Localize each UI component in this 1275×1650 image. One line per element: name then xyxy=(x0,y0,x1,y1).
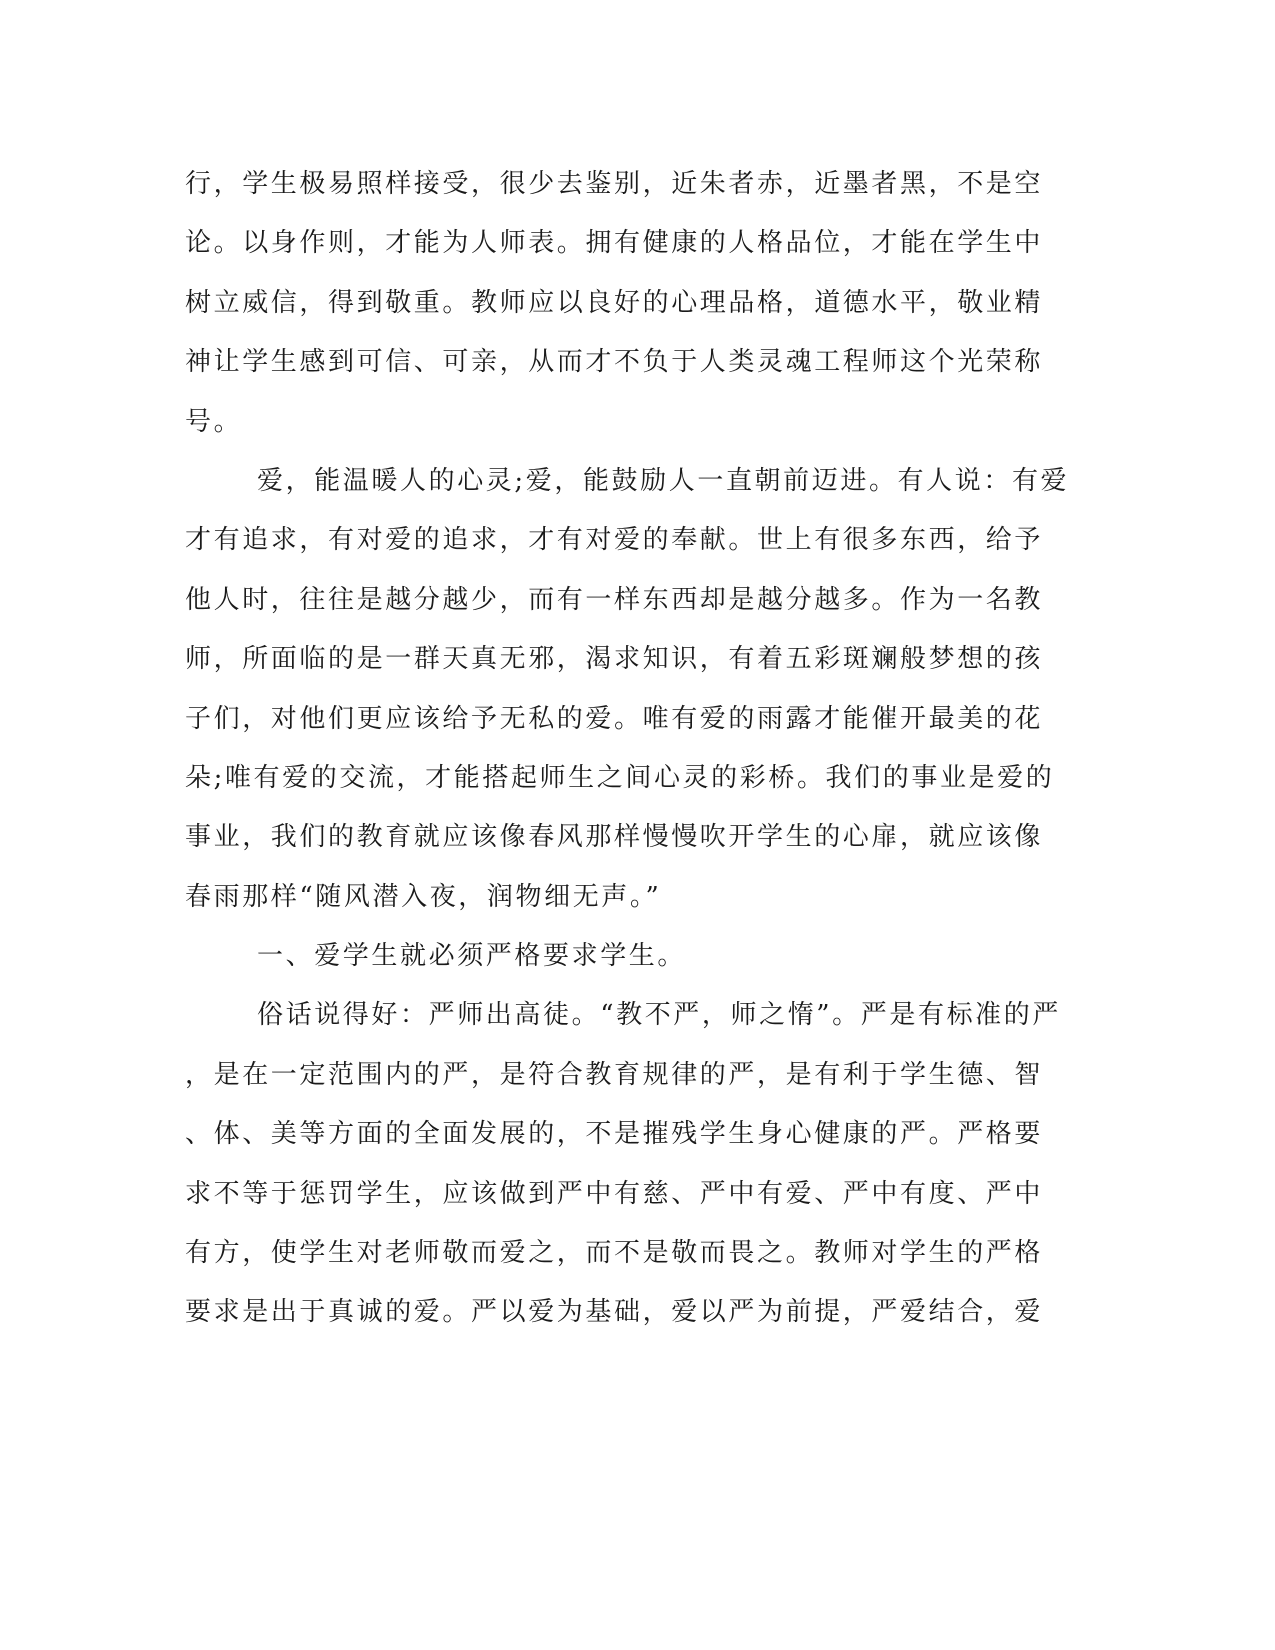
text-line: 号。 xyxy=(185,406,243,437)
paragraph-start-line: 爱，能温暖人的心灵;爱，能鼓励人一直朝前迈进。有人说：有爱 xyxy=(257,465,1070,496)
text-line: 、体、美等方面的全面发展的，不是摧残学生身心健康的严。严格要 xyxy=(185,1119,1044,1150)
text-line: 春雨那样“随风潜入夜，润物细无声。” xyxy=(185,881,662,912)
section-heading: 一、爱学生就必须严格要求学生。 xyxy=(257,941,687,972)
text-line: 才有追求，有对爱的追求，才有对爱的奉献。世上有很多东西，给予 xyxy=(185,525,1044,556)
text-line: 他人时，往往是越分越少，而有一样东西却是越分越多。作为一名教 xyxy=(185,584,1044,615)
text-line: ，是在一定范围内的严，是符合教育规律的严，是有利于学生德、智 xyxy=(185,1059,1044,1090)
text-line: 论。以身作则，才能为人师表。拥有健康的人格品位，才能在学生中 xyxy=(185,228,1044,259)
text-line: 要求是出于真诚的爱。严以爱为基础，爱以严为前提，严爱结合，爱 xyxy=(185,1297,1044,1328)
text-line: 求不等于惩罚学生，应该做到严中有慈、严中有爱、严中有度、严中 xyxy=(185,1178,1044,1209)
text-line: 子们，对他们更应该给予无私的爱。唯有爱的雨露才能催开最美的花 xyxy=(185,703,1044,734)
paragraph-start-line: 俗话说得好：严师出高徒。“教不严，师之惰”。严是有标准的严 xyxy=(257,1000,1061,1031)
text-line: 师，所面临的是一群天真无邪，渴求知识，有着五彩斑斓般梦想的孩 xyxy=(185,644,1044,675)
text-line: 行，学生极易照样接受，很少去鉴别，近朱者赤，近墨者黑，不是空 xyxy=(185,169,1044,199)
text-line: 树立威信，得到敬重。教师应以良好的心理品格，道德水平，敬业精 xyxy=(185,287,1044,318)
text-line: 神让学生感到可信、可亲，从而才不负于人类灵魂工程师这个光荣称 xyxy=(185,347,1044,378)
text-line: 有方，使学生对老师敬而爱之，而不是敬而畏之。教师对学生的严格 xyxy=(185,1238,1044,1269)
text-line: 朵;唯有爱的交流，才能搭起师生之间心灵的彩桥。我们的事业是爱的 xyxy=(185,762,1055,793)
body-text xyxy=(185,155,1085,1343)
text-line: 事业，我们的教育就应该像春风那样慢慢吹开学生的心扉，就应该像 xyxy=(185,822,1044,853)
